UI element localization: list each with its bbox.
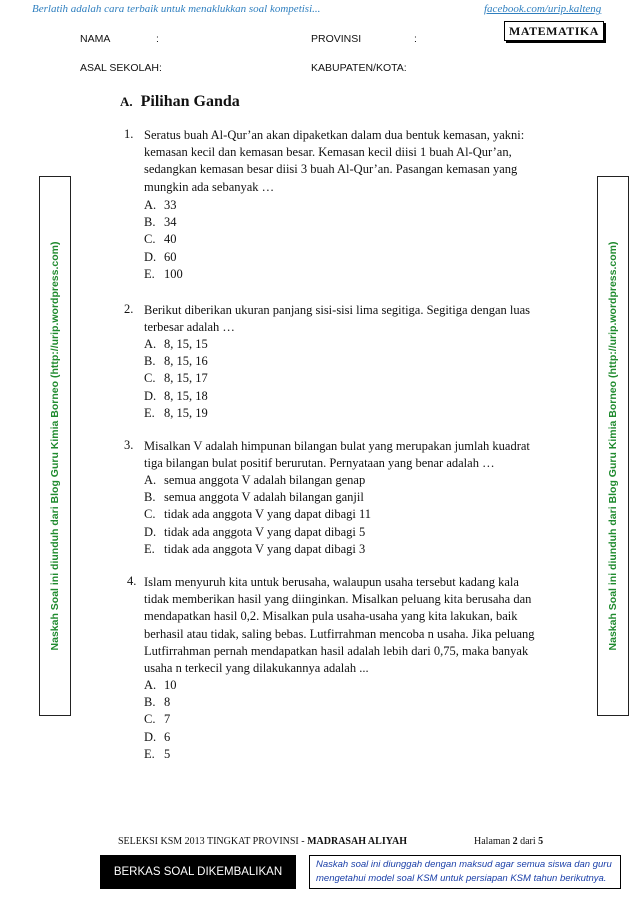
option-d[interactable]: D. 6 [144,729,171,744]
question-line: terbesar adalah … [144,320,235,335]
subject-badge: MATEMATIKA [504,21,604,41]
question-2-number: 2. [124,302,134,316]
option-b[interactable]: B. 34 [144,215,177,230]
question-4-options [144,677,177,763]
question-4-text [144,574,548,677]
page-indicator [474,836,543,847]
side-banner-right [597,176,629,716]
section-name: Pilihan Ganda [140,93,240,110]
option-c[interactable]: C. 7 [144,712,171,727]
question-line: berhasil atau tidak, saling bebas. Lutfirrahman mencoba n usaha. Jika peluang [144,626,535,641]
question-line: usaha n terkecil yang dilakukannya adalah ... [144,661,369,676]
asal-sekolah-label: ASAL SEKOLAH: [80,62,162,74]
upload-note: Naskah soal ini diunggah dengan maksud agar semua siswa dan guru mengetahui model soal KSM untuk persiapan KSM tahun berikutnya. [309,855,621,889]
option-c[interactable]: C. 8, 15, 17 [144,371,208,386]
side-banner-left-text: Naskah Soal ini diunduh dari Blog Guru Kimia Borneo (http://urip.wordpress.com) [49,241,61,651]
page-number: 2 [512,836,518,847]
question-line: Berikut diberikan ukuran panjang sisi-sisi lima segitiga. Segitiga dengan luas [144,303,531,317]
return-notice: BERKAS SOAL DIKEMBALIKAN [100,855,296,889]
footer-exam-level: MADRASAH ALIYAH [307,836,408,847]
question-line: mungkin ada sebanyak … [144,179,275,194]
question-4-number: 4. [127,574,137,588]
option-d[interactable]: D. tidak ada anggota V yang dapat dibagi 5 [144,524,366,539]
page-prefix: Halaman [474,836,513,847]
option-a[interactable]: A. semua anggota V adalah bilangan genap [144,473,366,487]
page-total: 5 [538,836,544,847]
option-c[interactable]: C. tidak ada anggota V yang dapat dibagi 11 [144,507,372,522]
option-e[interactable]: E. 100 [144,266,183,281]
question-line: Islam menyuruh kita untuk berusaha, walaupun usaha tersebut kadang kala [144,575,519,589]
nama-label: NAMA [80,33,111,45]
option-b[interactable]: B. 8, 15, 16 [144,354,208,369]
option-c[interactable]: C. 40 [144,232,177,247]
option-d[interactable]: D. 8, 15, 18 [144,388,208,403]
question-line: Seratus buah Al-Qur’an akan dipaketkan dalam dua bentuk kemasan, yakni: [144,128,525,142]
question-3-text [144,438,548,472]
tagline: Berlatih adalah cara terbaik untuk menaklukkan soal kompetisi... [32,3,321,15]
question-2-options [144,336,208,422]
section-letter: A. [120,94,133,109]
footer-exam-prefix: SELEKSI KSM 2013 TINGKAT PROVINSI - [118,836,308,847]
nama-colon: : [156,33,159,45]
section-title [120,93,240,111]
option-b[interactable]: B. semua anggota V adalah bilangan ganjil [144,490,364,505]
option-e[interactable]: E. tidak ada anggota V yang dapat dibagi 3 [144,541,366,556]
question-1-options [144,197,183,283]
option-e[interactable]: E. 5 [144,746,171,761]
facebook-link[interactable]: facebook.com/urip.kalteng [484,3,602,15]
footer-exam-title [118,836,407,847]
option-a[interactable]: A. 8, 15, 15 [144,337,208,351]
option-b[interactable]: B. 8 [144,695,171,710]
provinsi-label: PROVINSI [311,33,362,45]
option-a[interactable]: A. 10 [144,678,177,692]
side-banner-left [39,176,71,716]
option-d[interactable]: D. 60 [144,249,177,264]
question-1-text [144,127,548,196]
question-line: Lutfirrahman pernah mendapatkan hasil adalah lebih dari 0,75, maka banyak [144,643,529,658]
question-1-number: 1. [124,127,134,141]
question-line: sedangkan kemasan besar diisi 3 buah Al-Qur’an. Pasangan kemasan yang [144,162,518,177]
question-line: mendapatkan hasil 0,2. Misalkan pula usaha-usaha yang kita lakukan, baik [144,609,518,624]
question-line: kemasan kecil dan kemasan besar. Kemasan kecil diisi 1 buah Al-Qur’an, [144,145,512,160]
provinsi-colon: : [414,33,417,45]
option-e[interactable]: E. 8, 15, 19 [144,405,208,420]
question-3-number: 3. [124,438,134,452]
side-banner-right-text: Naskah Soal ini diunduh dari Blog Guru Kimia Borneo (http://urip.wordpress.com) [607,241,619,651]
page-mid: dari [517,836,539,847]
question-line: tiga bilangan bulat positif berurutan. Pernyataan yang benar adalah … [144,456,495,471]
kabupaten-label: KABUPATEN/KOTA: [311,62,407,74]
option-a[interactable]: A. 33 [144,198,177,212]
question-line: tidak memberikan hasil yang diinginkan. Misalkan peluang kita berusaha dan [144,592,532,607]
question-line: Misalkan V adalah himpunan bilangan bulat yang merupakan jumlah kuadrat [144,439,530,453]
question-2-text [144,302,548,336]
question-3-options [144,472,371,558]
